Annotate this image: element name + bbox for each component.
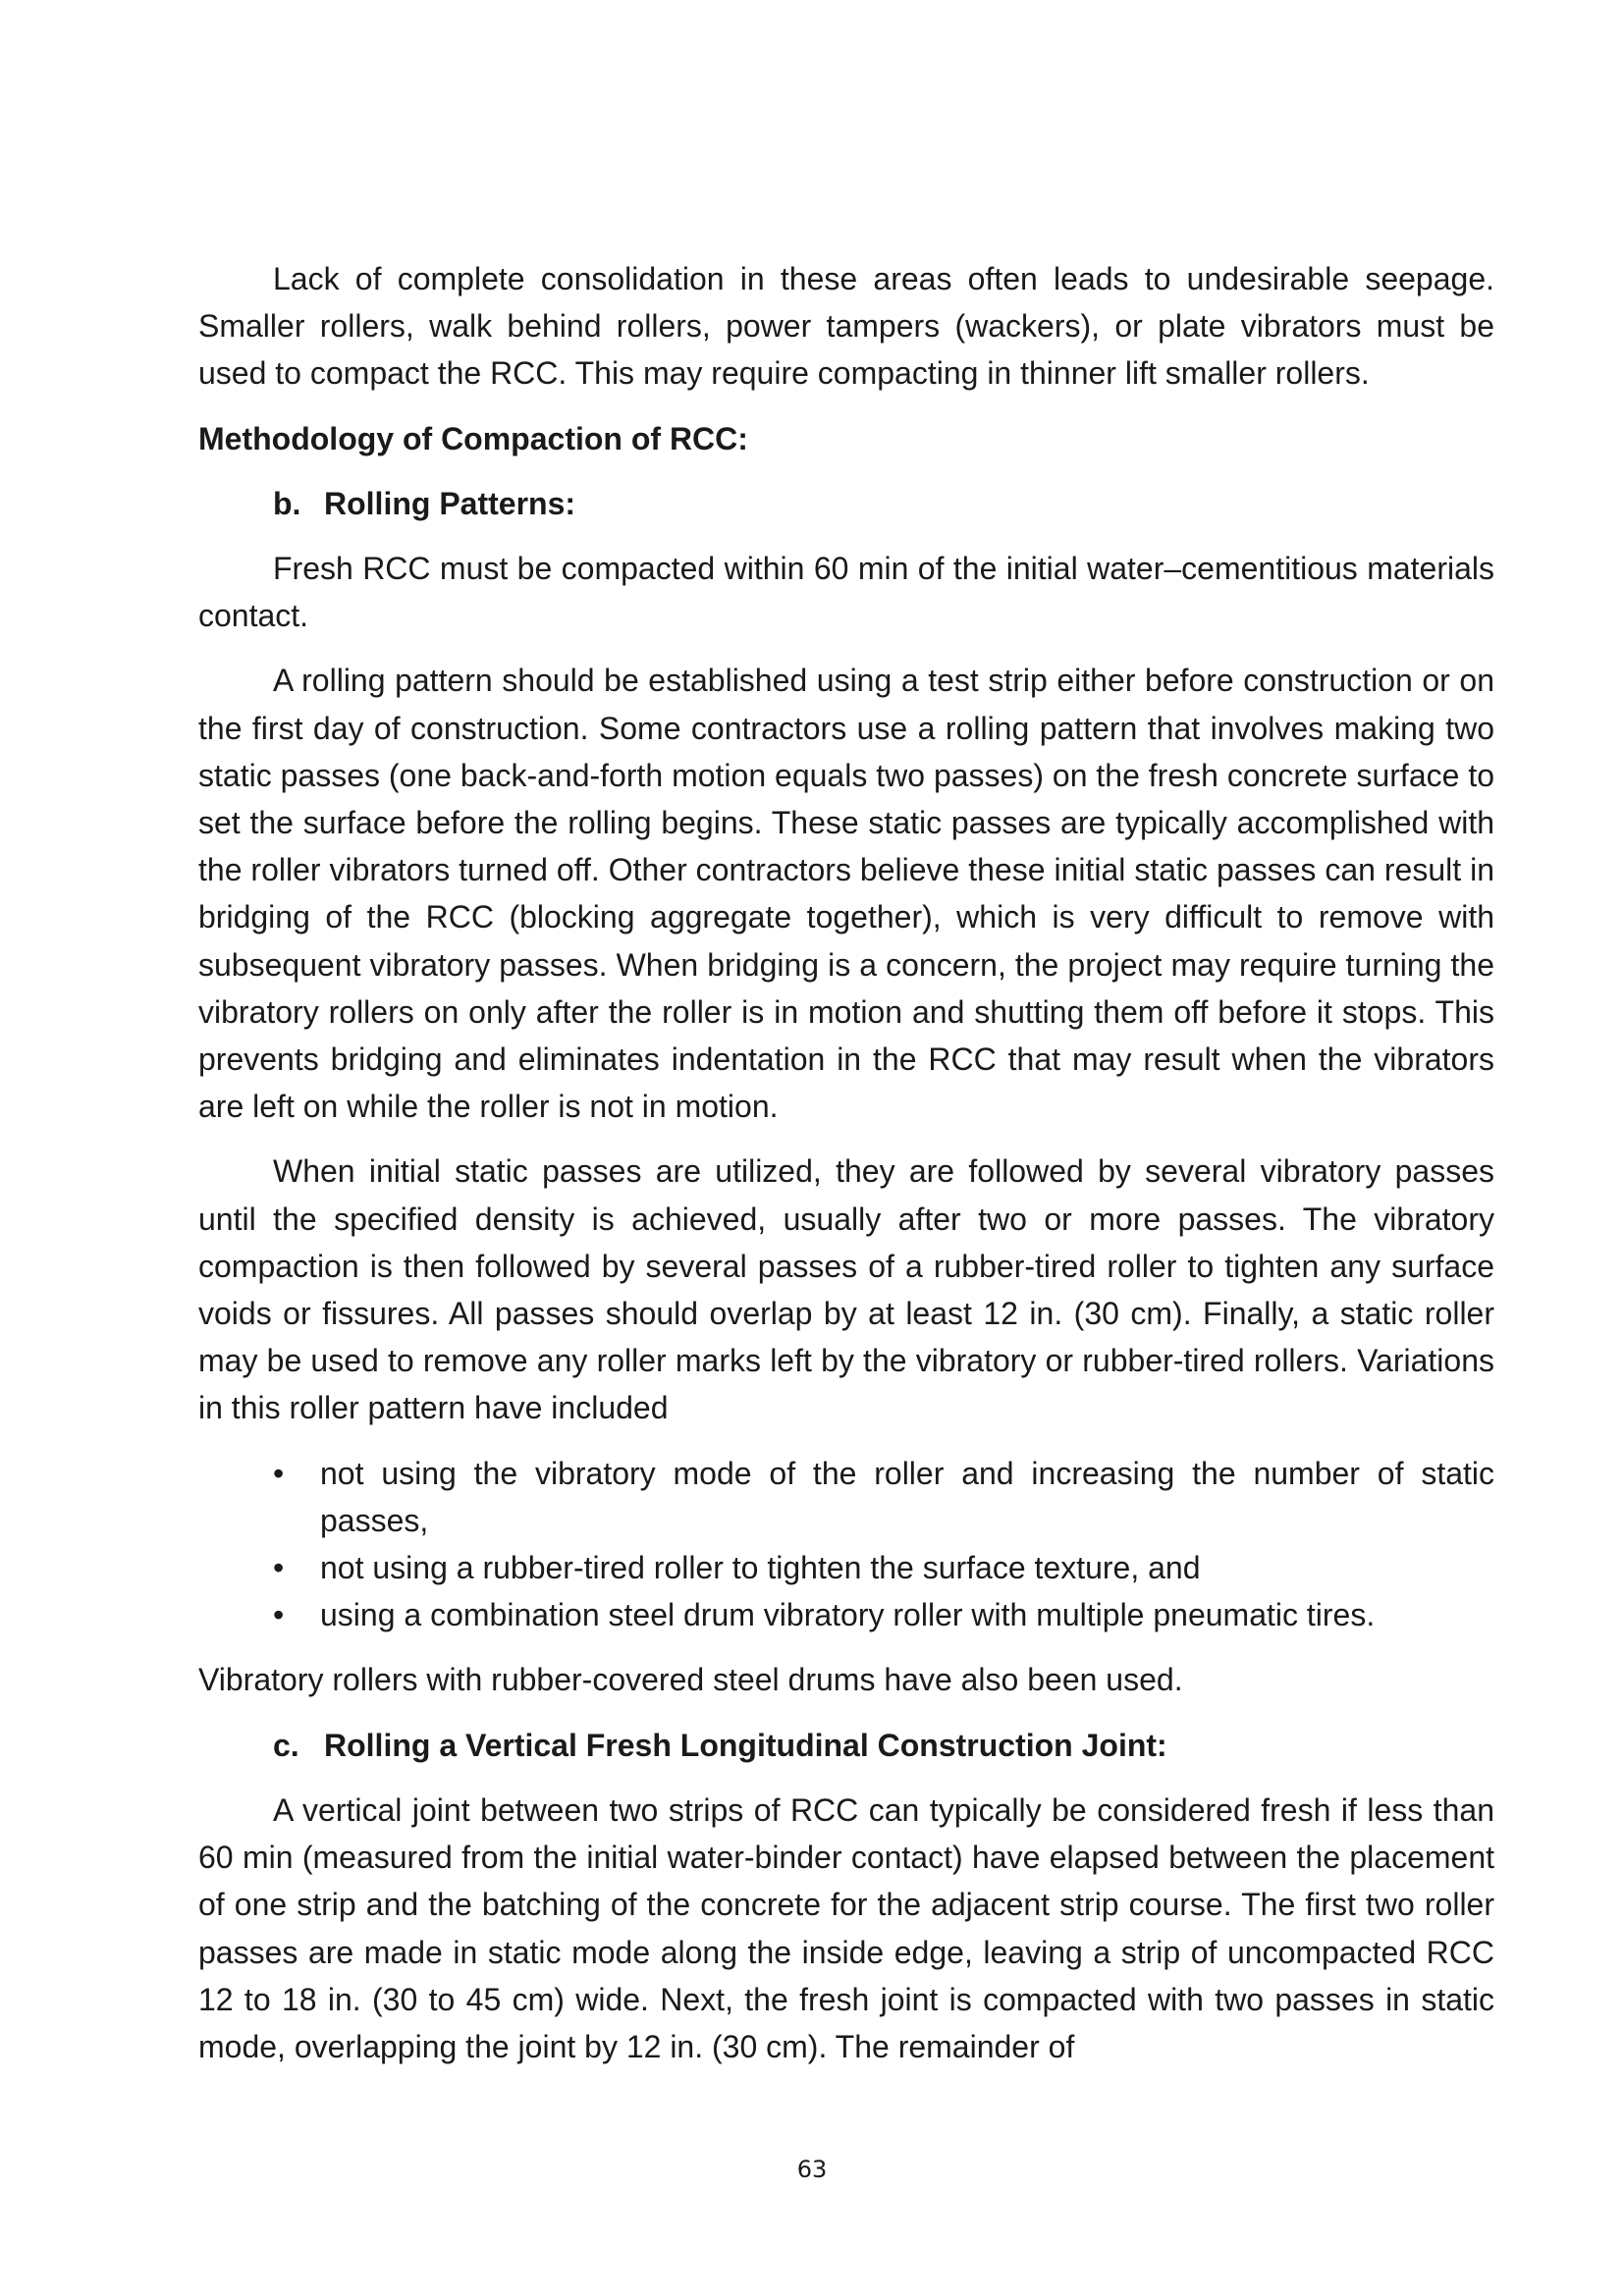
list-item bbox=[198, 1544, 1494, 1591]
variations-list bbox=[198, 1450, 1494, 1639]
page-number: 63 bbox=[796, 2156, 828, 2183]
subheading-title: Rolling a Vertical Fresh Longitudinal Construction Joint: bbox=[324, 1727, 1167, 1763]
paragraph-rolling-pattern: A rolling pattern should be established using a test strip either before construction or on the first day of construction. Some contractors use a rolling pattern that involves making two static passes (one back-and-forth motion equals two passes) on the fresh concrete surface to set the surface before the rolling begins. These static passes are typically accomplished with the roller vibrators turned off. Other contractors believe these initial static passes can result in bridging of the RCC (blocking aggregate together), which is very difficult to remove with subsequent vibratory passes. When bridging is a concern, the project may require turning the vibratory rollers on only after the roller is in motion and shutting them off before it stops. This prevents bridging and eliminates indentation in the RCC that may result when the vibrators are left on while the roller is not in motion. bbox=[198, 663, 1494, 1125]
subheading-title: Rolling Patterns: bbox=[324, 485, 576, 521]
subheading-letter: c. bbox=[273, 1727, 299, 1763]
section-heading-methodology: Methodology of Compaction of RCC: bbox=[198, 420, 748, 456]
paragraph-static-passes: When initial static passes are utilized, they are followed by several vibratory passes until the specified density is achieved, usually after two or more passes. The vibratory compaction is then followed by several passes of a rubber-tired roller to tighten any surface voids or fissures. All passes should overlap by at least 12 in. (30 cm). Finally, a static roller may be used to remove any roller marks left by the vibratory or rubber-tired rollers. Variations in this roller pattern have included bbox=[198, 1153, 1494, 1426]
bullet-icon: • bbox=[273, 1597, 285, 1633]
paragraph-fresh-rcc: Fresh RCC must be compacted within 60 min of the initial water–cementitious materials contact. bbox=[198, 551, 1494, 634]
bullet-icon: • bbox=[273, 1455, 285, 1491]
subheading-vertical-joint bbox=[273, 1722, 1494, 1769]
subheading-rolling-patterns bbox=[273, 480, 1494, 527]
paragraph-vertical-joint: A vertical joint between two strips of RCC can typically be considered fresh if less than 60 min (measured from the initial water-binder contact) have elapsed between the placement of one strip and the batching of the concrete for the adjacent strip course. The first two roller passes are made in static mode along the inside edge, leaving a strip of uncompacted RCC 12 to 18 in. (30 to 45 cm) wide. Next, the fresh joint is compacted with two passes in static mode, overlapping the joint by 12 in. (30 cm). The remainder of bbox=[198, 1791, 1494, 2064]
list-item bbox=[198, 1591, 1494, 1638]
list-item-text: not using a rubber-tired roller to tighten the surface texture, and bbox=[320, 1550, 1201, 1586]
paragraph-consolidation: Lack of complete consolidation in these areas often leads to undesirable seepage. Smaller rollers, walk behind rollers, power tampers (wackers), or plate vibrators must be used to compact the RCC. This may require compacting in thinner lift smaller rollers. bbox=[198, 261, 1494, 392]
list-item-text: using a combination steel drum vibratory roller with multiple pneumatic tires. bbox=[320, 1597, 1376, 1633]
list-item-text: not using the vibratory mode of the roller and increasing the number of static passes, bbox=[320, 1455, 1494, 1538]
list-item bbox=[198, 1450, 1494, 1544]
bullet-icon: • bbox=[273, 1550, 285, 1586]
subheading-letter: b. bbox=[273, 485, 301, 521]
paragraph-rubber-drums: Vibratory rollers with rubber-covered steel drums have also been used. bbox=[198, 1662, 1183, 1698]
document-page bbox=[198, 255, 1494, 2088]
